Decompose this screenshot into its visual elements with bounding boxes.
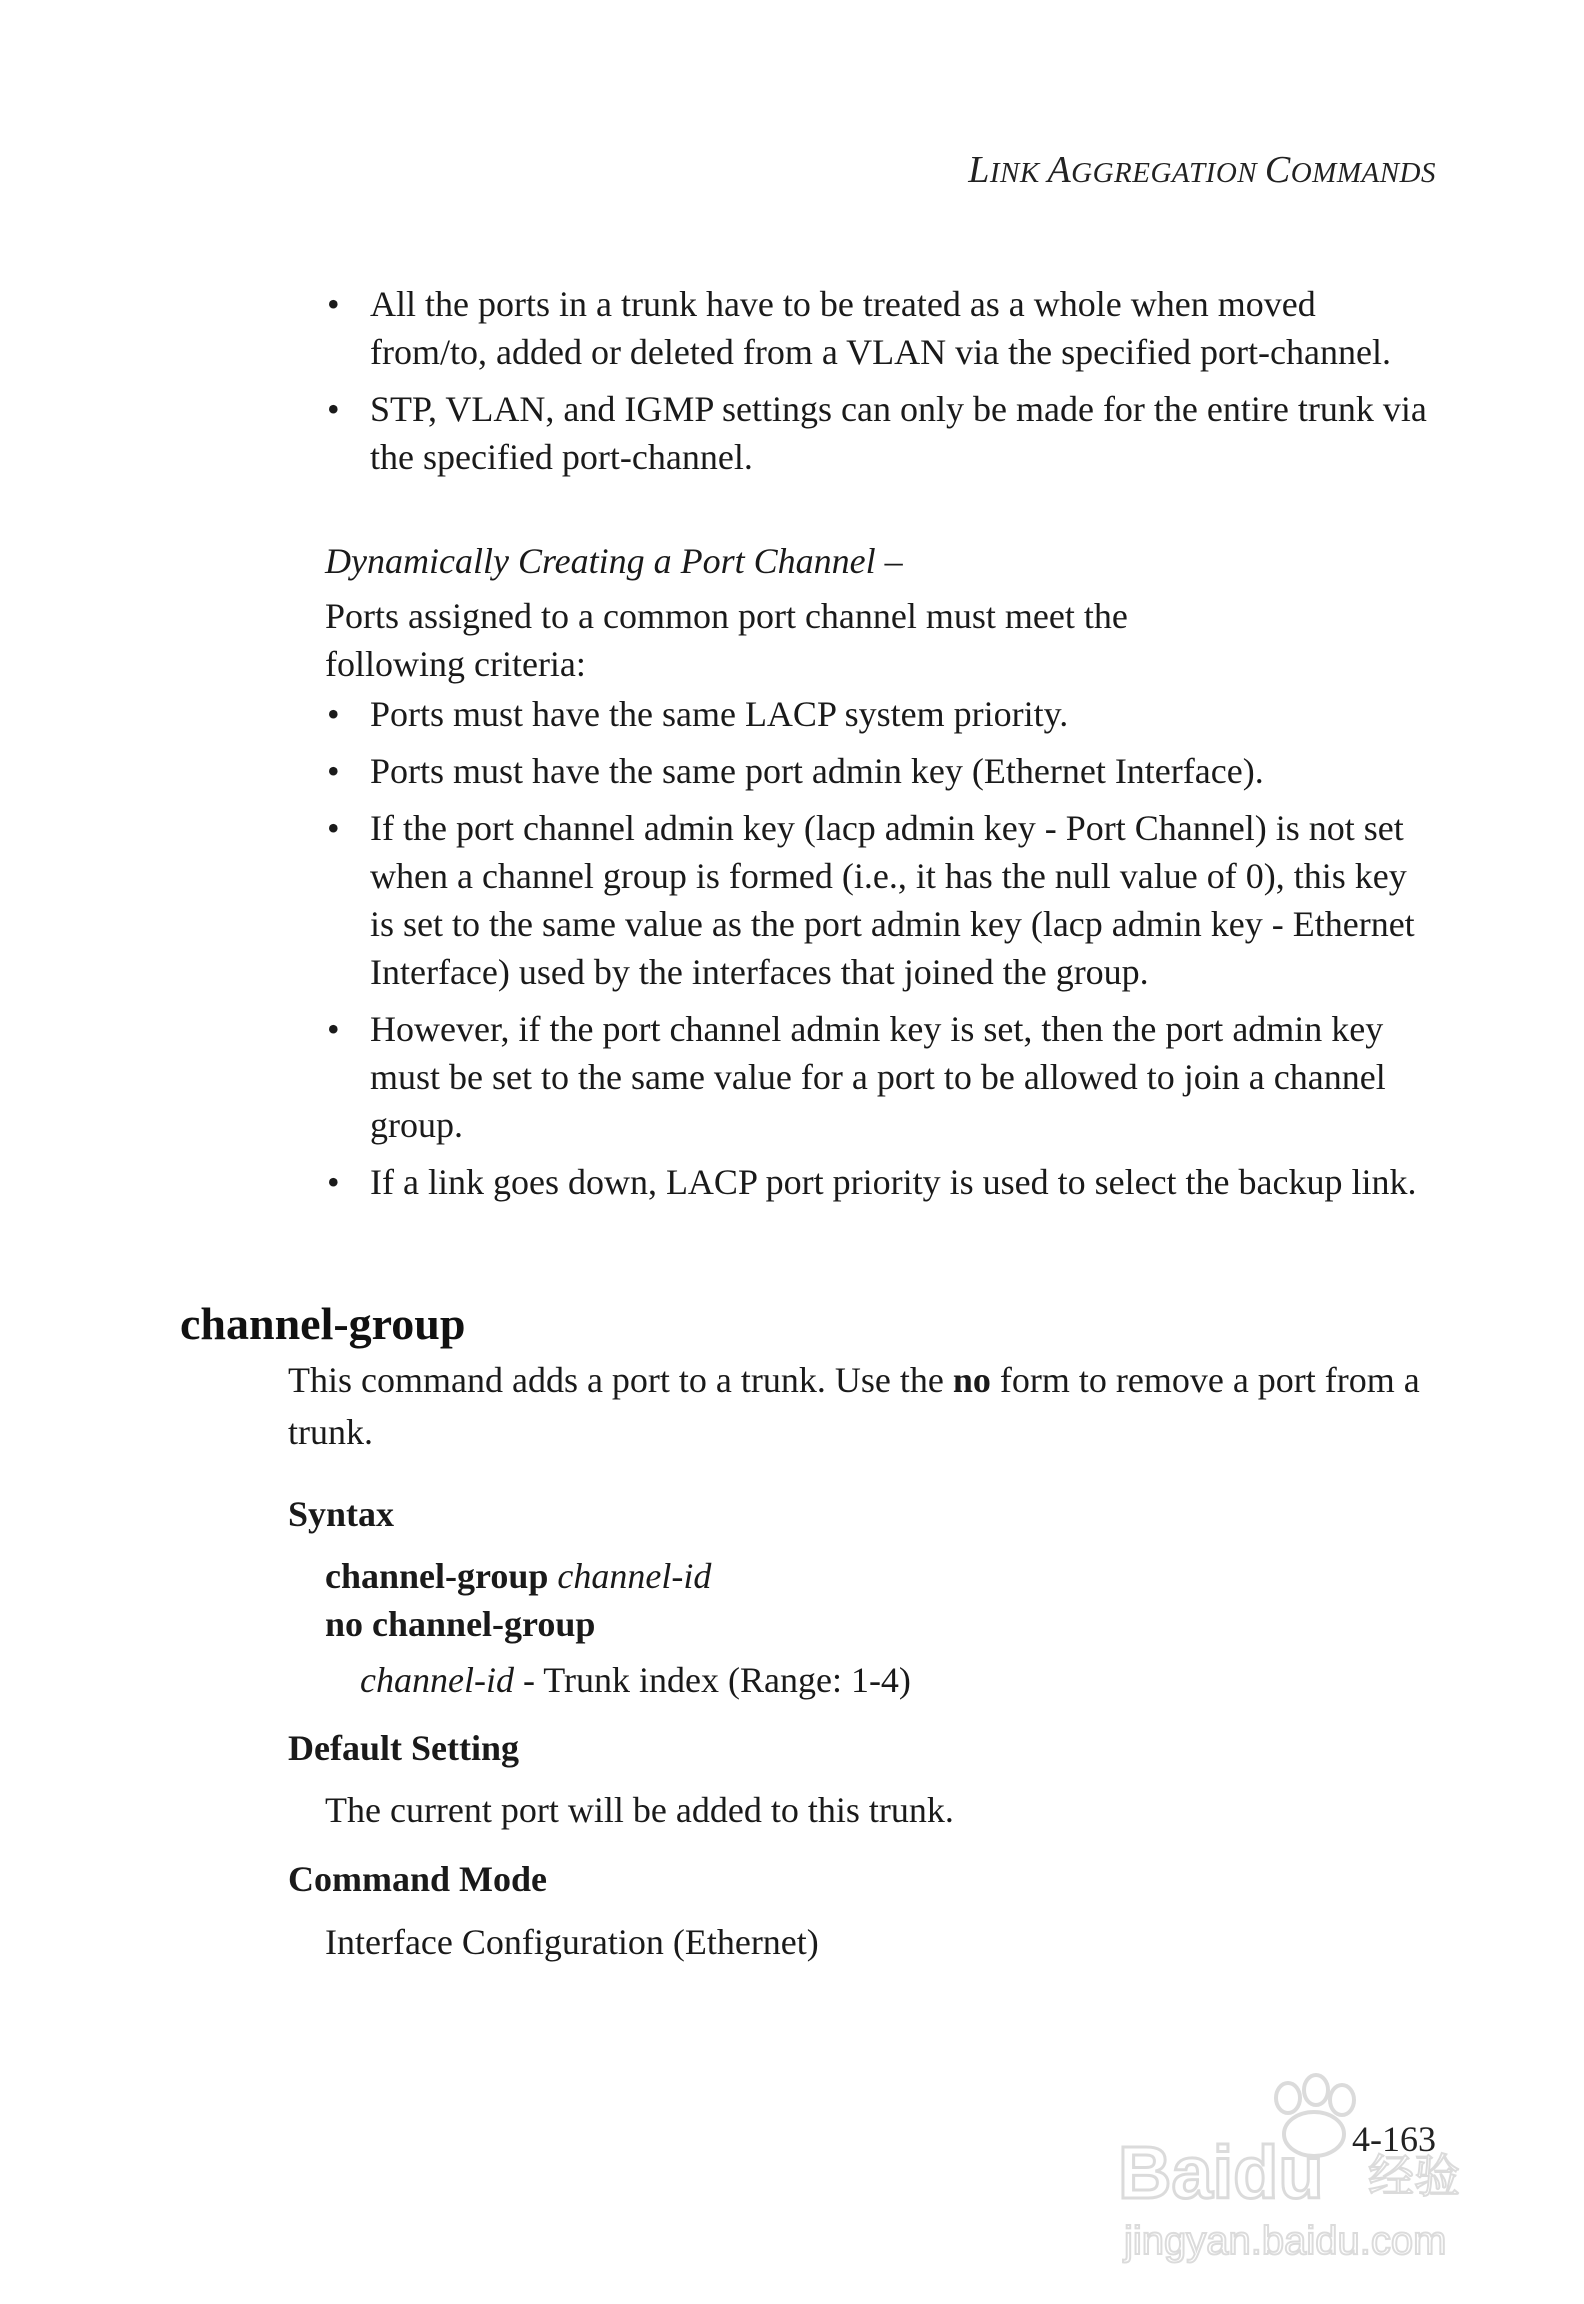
list-item: • Ports must have the same LACP system priority.: [325, 690, 1435, 738]
no-keyword: no: [952, 1360, 991, 1400]
watermark-url: jingyan.baidu.com: [1124, 2219, 1447, 2263]
param-name: channel-id: [360, 1660, 514, 1700]
list-item: • STP, VLAN, and IGMP settings can only be made for the entire trunk via the specified port-channel.: [325, 385, 1435, 481]
header-part-3: COMMANDS: [1264, 149, 1436, 191]
running-header: [968, 148, 1436, 192]
mode-text: Interface Configuration (Ethernet): [325, 1922, 819, 1962]
param-line: channel-id - Trunk index (Range: 1-4): [360, 1660, 911, 1700]
trunk-rules-list: [325, 280, 1435, 490]
watermark-cn: 经验: [1368, 2149, 1460, 2203]
list-item: • Ports must have the same port admin key (Ethernet Interface).: [325, 747, 1435, 795]
default-text: The current port will be added to this trunk.: [325, 1790, 954, 1830]
header-part-2: AGGREGATION: [1047, 149, 1265, 191]
dynamic-section-intro: Ports assigned to a common port channel must meet the following criteria:: [325, 596, 1128, 684]
list-item: • All the ports in a trunk have to be treated as a whole when moved from/to, added or deleted from a VLAN via the specified port-channel.: [325, 280, 1435, 376]
paw-toe-3: [1330, 2085, 1354, 2115]
header-part-1: LINK: [968, 149, 1048, 191]
paw-toe-1: [1276, 2083, 1300, 2113]
command-description: This command adds a port to a trunk. Use the no form to remove a port from a trunk.: [288, 1360, 1420, 1452]
criteria-list: [325, 690, 1435, 1215]
syntax-no-line: no channel-group: [325, 1604, 596, 1644]
page-number: 4-163: [1352, 2119, 1436, 2159]
baidu-watermark: [1110, 2068, 1490, 2268]
default-heading: Default Setting: [288, 1728, 519, 1768]
list-item: • However, if the port channel admin key is set, then the port admin key must be set to the same value for a port to be allowed to join a channel group.: [325, 1005, 1435, 1149]
list-item: • If the port channel admin key (lacp admin key - Port Channel) is not set when a channel group is formed (i.e., it has the null value of 0), this key is set to the same value as the port admin key (lacp admin key - Ethernet Interface) used by the interfaces that joined the group.: [325, 804, 1435, 996]
syntax-heading: Syntax: [288, 1494, 395, 1534]
list-item: • If a link goes down, LACP port priority is used to select the backup link.: [325, 1158, 1435, 1206]
mode-heading: Command Mode: [288, 1859, 547, 1899]
paw-toe-2: [1304, 2075, 1328, 2105]
command-title: channel-group: [180, 1298, 466, 1349]
syntax-arg: channel-id: [557, 1556, 712, 1596]
watermark-brand: Baidu: [1118, 2131, 1324, 2214]
dynamic-section-heading: Dynamically Creating a Port Channel –: [325, 541, 903, 581]
syntax-line: channel-group channel-id: [325, 1556, 712, 1596]
